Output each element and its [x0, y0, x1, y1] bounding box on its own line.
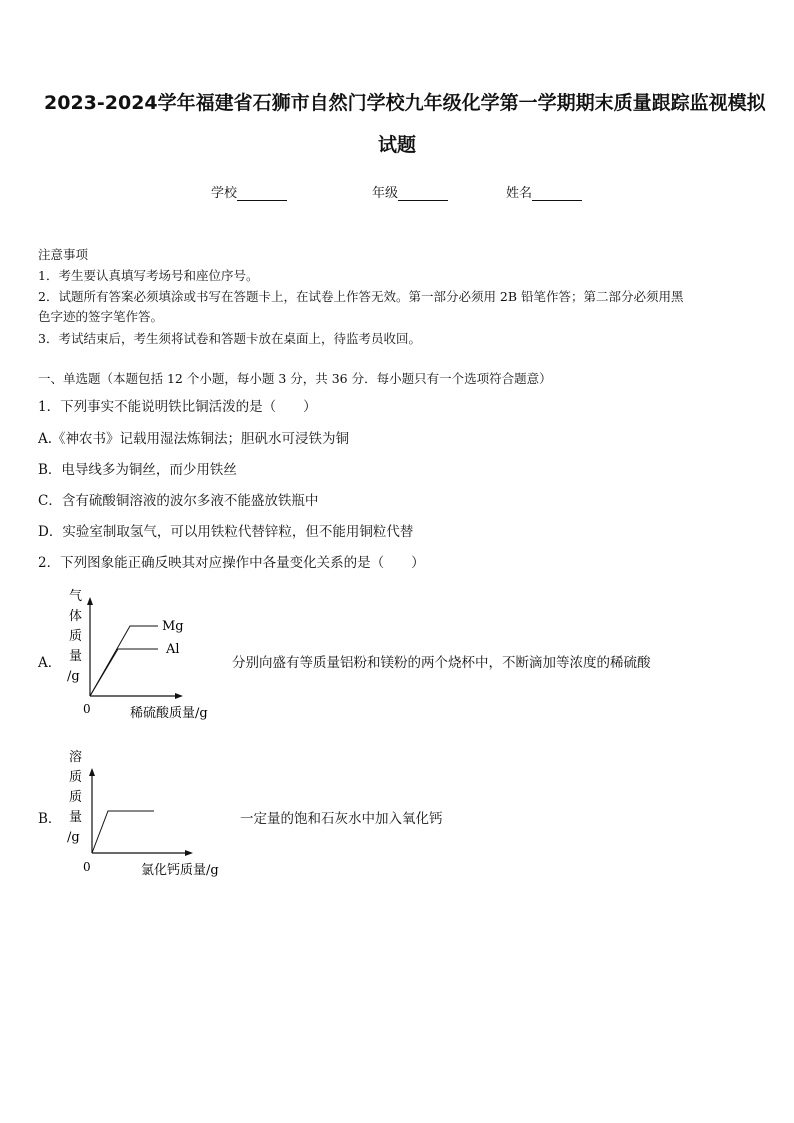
- note-item-1: 1．考生要认真填写考场号和座位序号。: [38, 268, 259, 283]
- section-heading: 一、单选题（本题包括 12 个小题，每小题 3 分，共 36 分．每小题只有一个选项符合题意）: [38, 371, 552, 386]
- graph-a-ylabel-1: 气: [69, 589, 83, 604]
- name-field[interactable]: [506, 182, 582, 201]
- graph-a-y-arrow: [87, 597, 93, 605]
- graph-b-ylabel-2: 质: [69, 770, 83, 785]
- graph-b-line: [92, 811, 154, 853]
- graph-a-line-al: [90, 649, 158, 696]
- question-1-stem: 1．下列事实不能说明铁比铜活泼的是（ ）: [38, 399, 317, 415]
- graph-a-series-mg: Mg: [162, 619, 184, 634]
- graph-b-ylabel-3: 质: [69, 790, 83, 805]
- grade-underline[interactable]: [398, 186, 448, 201]
- graph-a-series-al: Al: [166, 642, 180, 657]
- grade-label: 年级: [372, 186, 399, 201]
- name-label: 姓名: [506, 186, 533, 201]
- graph-b-ylabel-5: /g: [67, 830, 80, 845]
- page-title-line1: 2023-2024学年福建省石狮市自然门学校九年级化学第一学期期末质量跟踪监视模拟: [44, 92, 766, 114]
- school-underline[interactable]: [237, 186, 287, 201]
- question-2-option-b-graph: [60, 745, 250, 880]
- question-2-option-a-label[interactable]: A．: [38, 655, 62, 671]
- question-2-option-a-desc: 分别向盛有等质量铝粉和镁粉的两个烧杯中，不断滴加等浓度的稀硫酸: [232, 655, 651, 671]
- grade-field[interactable]: [372, 182, 448, 201]
- graph-b-ylabel-1: 溶: [69, 750, 83, 765]
- graph-b-ylabel-4: 量: [69, 810, 83, 825]
- question-1-option-d[interactable]: D．实验室制取氢气，可以用铁粒代替锌粒，但不能用铜粒代替: [38, 524, 414, 540]
- note-item-2-cont: 色字迹的签字笔作答。: [38, 309, 164, 324]
- notes-heading: 注意事项: [38, 247, 89, 262]
- question-2-option-b-desc: 一定量的饱和石灰水中加入氧化钙: [240, 811, 443, 827]
- school-field[interactable]: [211, 182, 287, 201]
- note-item-2: 2．试题所有答案必须填涂或书写在答题卡上，在试卷上作答无效。第一部分必须用 2B 铅笔作答；第二部分必须用黑: [38, 289, 684, 304]
- question-2-option-a-graph: [60, 586, 240, 726]
- note-item-3: 3．考试结束后，考生须将试卷和答题卡放在桌面上，待监考员收回。: [38, 331, 421, 346]
- graph-a-ylabel-4: 量: [69, 649, 83, 664]
- graph-a-ylabel-5: /g: [67, 669, 80, 684]
- name-underline[interactable]: [532, 186, 582, 201]
- graph-a-line-mg: [90, 626, 158, 696]
- graph-a-xlabel: 稀硫酸质量/g: [130, 706, 208, 721]
- graph-a-x-arrow: [175, 693, 183, 699]
- graph-a-ylabel-3: 质: [69, 629, 83, 644]
- school-label: 学校: [211, 186, 238, 201]
- graph-a-ylabel-2: 体: [69, 609, 83, 624]
- graph-b-xlabel: 氯化钙质量/g: [141, 863, 219, 878]
- graph-a-origin: 0: [83, 702, 91, 716]
- question-1-option-b[interactable]: B．电导线多为铜丝，而少用铁丝: [38, 462, 237, 478]
- question-2-stem: 2．下列图象能正确反映其对应操作中各量变化关系的是（ ）: [38, 555, 425, 571]
- page-title-line2: 试题: [378, 134, 417, 156]
- question-1-option-a[interactable]: A.《神农书》记载用湿法炼铜法；胆矾水可浸铁为铜: [38, 431, 350, 447]
- graph-b-origin: 0: [83, 860, 91, 874]
- question-1-option-c[interactable]: C．含有硫酸铜溶液的波尔多液不能盛放铁瓶中: [38, 493, 319, 509]
- question-2-option-b-label[interactable]: B．: [38, 811, 62, 827]
- graph-b-y-arrow: [89, 768, 95, 776]
- graph-b-x-arrow: [185, 850, 193, 856]
